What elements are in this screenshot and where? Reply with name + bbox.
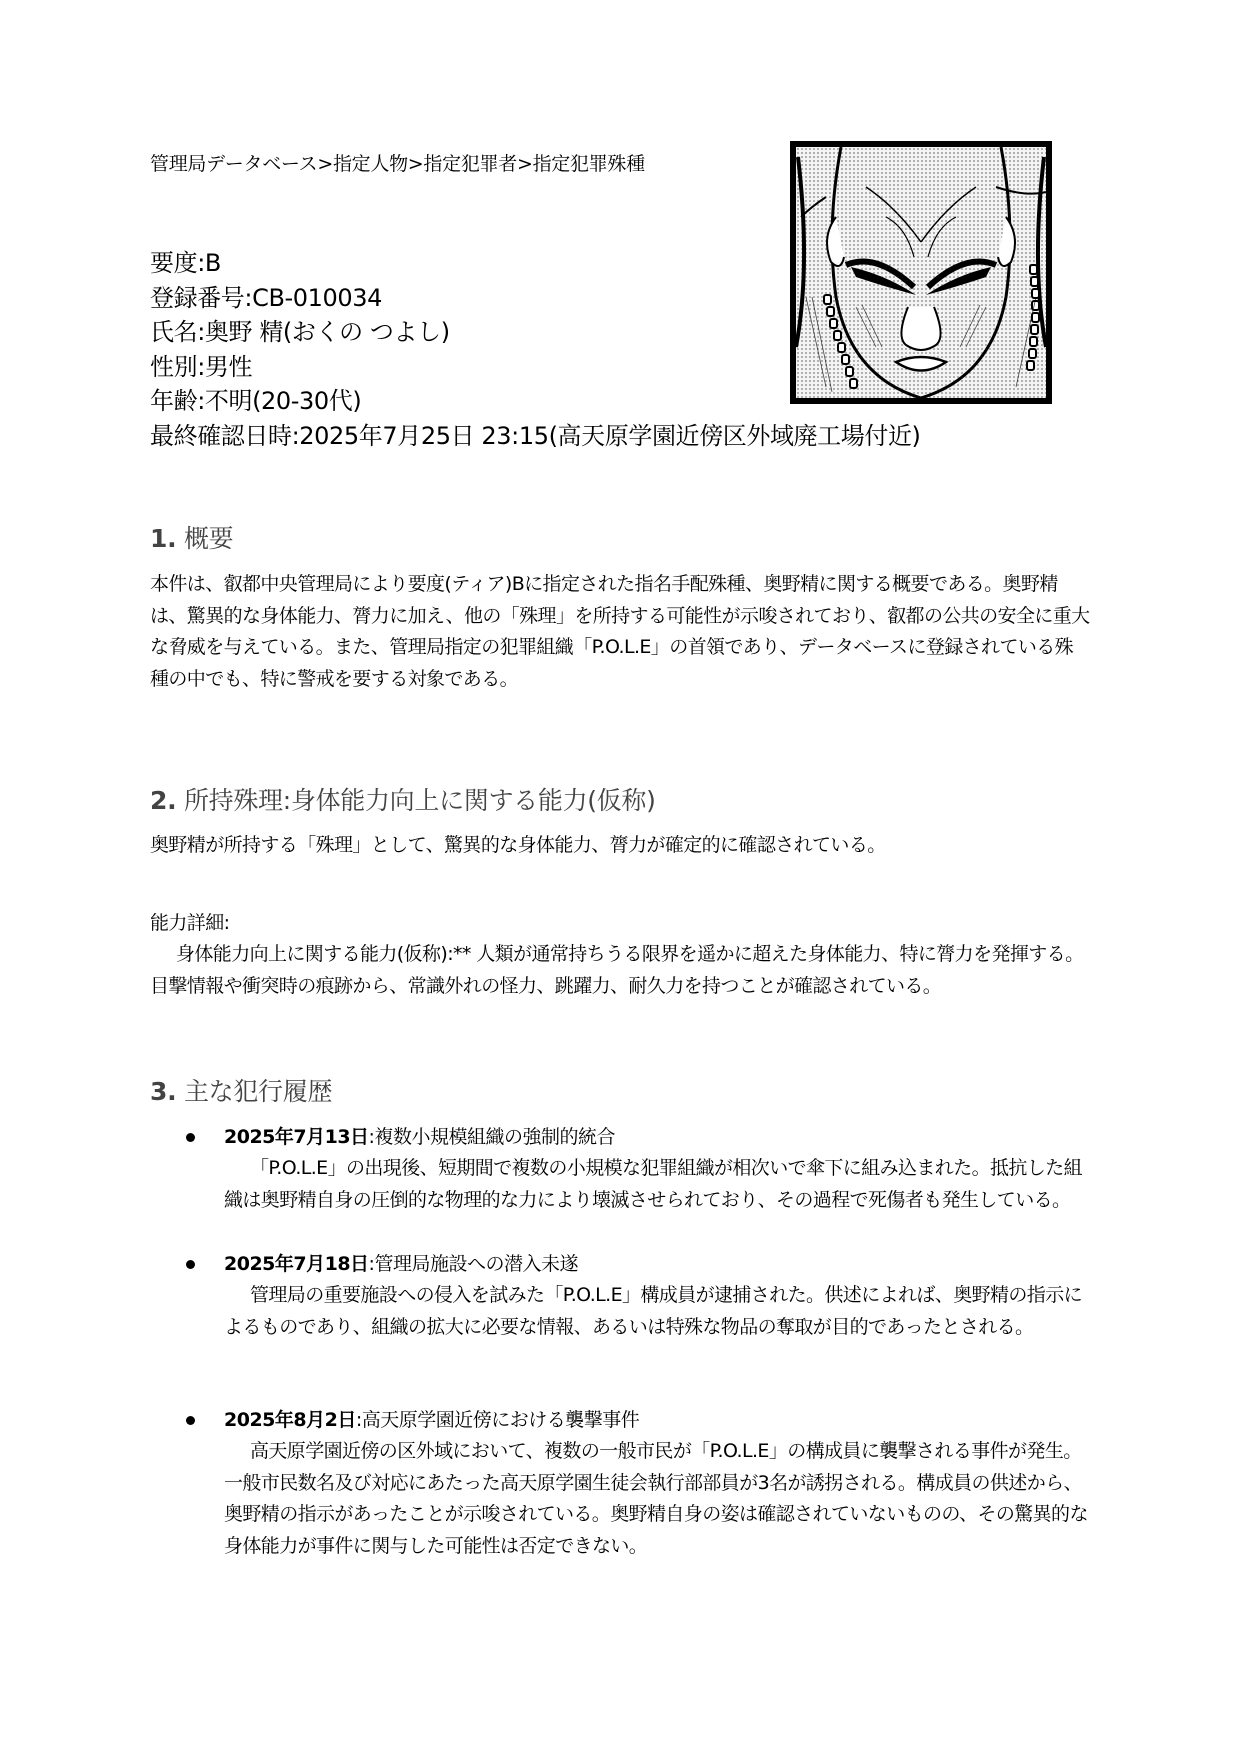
history-item-date: 2025年7月13日 bbox=[224, 1126, 369, 1148]
overview-paragraph: 本件は、叡都中央管理局により要度(ティア)Bに指定された指名手配殊種、奥野精に関する概要である。奥野精は、驚異的な身体能力、膂力に加え、他の「殊理」を所持する可能性が示唆されており、叡都の公共の安全に重大な脅威を与えている。また、管理局指定の犯罪組織「P.O.L.E」の首領であり、データベースに登録されている殊種の中でも、特に警戒を要する対象である。 bbox=[150, 573, 1090, 690]
history-item-heading bbox=[224, 1249, 578, 1280]
portrait-illustration-icon bbox=[796, 147, 1046, 398]
field-label: 最終確認日時 bbox=[150, 421, 292, 450]
field-colon: : bbox=[197, 352, 205, 381]
history-item-heading bbox=[224, 1122, 615, 1153]
history-item-text: 「P.O.L.E」の出現後、短期間で複数の小規模な犯罪組織が相次いで傘下に組み込まれた。抵抗した組織は奥野精自身の圧倒的な物理的な力により壊滅させられており、その過程で死傷者も発生している。 bbox=[224, 1157, 1082, 1211]
field-label: 年齢 bbox=[150, 387, 198, 415]
bullet-icon bbox=[186, 1416, 195, 1425]
field-label: 要度 bbox=[150, 249, 198, 277]
field-value: 2025年7月25日 23:15(高天原学園近傍区外域廃工場付近) bbox=[299, 421, 921, 450]
ability-detail-text: 身体能力向上に関する能力(仮称):** 人類が通常持ちうる限界を遥かに超えた身体能力、特に膂力を発揮する。目撃情報や衝突時の痕跡から、常識外れの怪力、跳躍力、耐久力を持つことが確認されている。 bbox=[150, 943, 1084, 997]
field-value: B bbox=[204, 249, 221, 277]
field-label: 氏名 bbox=[150, 318, 198, 346]
field-label: 性別 bbox=[150, 352, 198, 381]
history-item-text: 管理局の重要施設への侵入を試みた「P.O.L.E」構成員が逮捕された。供述によれば、奥野精の指示によるものであり、組織の拡大に必要な情報、あるいは特殊な物品の奪取が目的であったとされる。 bbox=[224, 1284, 1082, 1338]
history-item-title: :管理局施設への潜入未遂 bbox=[368, 1253, 578, 1275]
section-number: 2. bbox=[150, 786, 177, 815]
breadcrumb bbox=[150, 150, 645, 178]
history-item-body bbox=[224, 1280, 1094, 1343]
section-title: 概要 bbox=[183, 524, 234, 553]
field-colon: : bbox=[197, 318, 205, 346]
breadcrumb-item-current: 指定犯罪殊種 bbox=[532, 153, 645, 175]
section-title: 主な犯行履歴 bbox=[183, 1077, 333, 1106]
history-item-title: :高天原学園近傍における襲撃事件 bbox=[355, 1409, 640, 1431]
history-item-body bbox=[224, 1153, 1094, 1216]
field-label: 登録番号 bbox=[150, 283, 245, 312]
ability-intro: 奥野精が所持する「殊理」として、驚異的な身体能力、膂力が確定的に確認されている。 bbox=[150, 834, 886, 856]
breadcrumb-item[interactable]: 指定人物 bbox=[332, 153, 408, 175]
bullet-icon bbox=[186, 1133, 195, 1142]
history-item-title: :複数小規模組織の強制的統合 bbox=[368, 1126, 615, 1148]
field-value: 男性 bbox=[204, 352, 253, 381]
history-item-date: 2025年8月2日 bbox=[224, 1409, 356, 1431]
section-heading-history bbox=[150, 1075, 332, 1109]
history-item-text: 高天原学園近傍の区外域において、複数の一般市民が「P.O.L.E」の構成員に襲撃される事件が発生。一般市民数名及び対応にあたった高天原学園生徒会執行部部員が3名が誘拐される。構成員の供述から、奥野精の指示があったことが示唆されている。奥野精自身の姿は確認されていないものの、その驚異的な身体能力が事件に関与した可能性は否定できない。 bbox=[224, 1440, 1088, 1557]
ability-detail-paragraph bbox=[150, 939, 1090, 1002]
bullet-icon bbox=[186, 1260, 195, 1269]
field-last-confirmed bbox=[150, 419, 921, 454]
history-item-body bbox=[224, 1436, 1094, 1562]
ability-detail-label: 能力詳細: bbox=[150, 912, 230, 934]
field-colon: : bbox=[244, 283, 253, 312]
breadcrumb-separator: > bbox=[317, 153, 333, 175]
section-number: 3. bbox=[150, 1077, 177, 1106]
field-value: CB-010034 bbox=[252, 283, 382, 312]
section-heading-ability bbox=[150, 784, 656, 818]
breadcrumb-separator: > bbox=[407, 153, 424, 175]
field-value: 不明(20-30代) bbox=[204, 387, 362, 415]
history-item-heading bbox=[224, 1405, 639, 1436]
breadcrumb-item[interactable]: 指定犯罪者 bbox=[423, 153, 517, 175]
breadcrumb-item[interactable]: 管理局データベース bbox=[150, 153, 318, 175]
history-item-date: 2025年7月18日 bbox=[224, 1253, 369, 1275]
field-colon: : bbox=[291, 421, 300, 450]
section-number: 1. bbox=[150, 524, 177, 553]
breadcrumb-separator: > bbox=[516, 153, 533, 175]
section-heading-overview bbox=[150, 522, 233, 556]
field-colon: : bbox=[197, 249, 205, 277]
field-colon: : bbox=[197, 387, 205, 415]
section-title: 所持殊理:身体能力向上に関する能力(仮称) bbox=[183, 786, 656, 815]
portrait-image bbox=[790, 141, 1052, 404]
field-value: 奥野 精(おくの つよし) bbox=[204, 318, 450, 346]
